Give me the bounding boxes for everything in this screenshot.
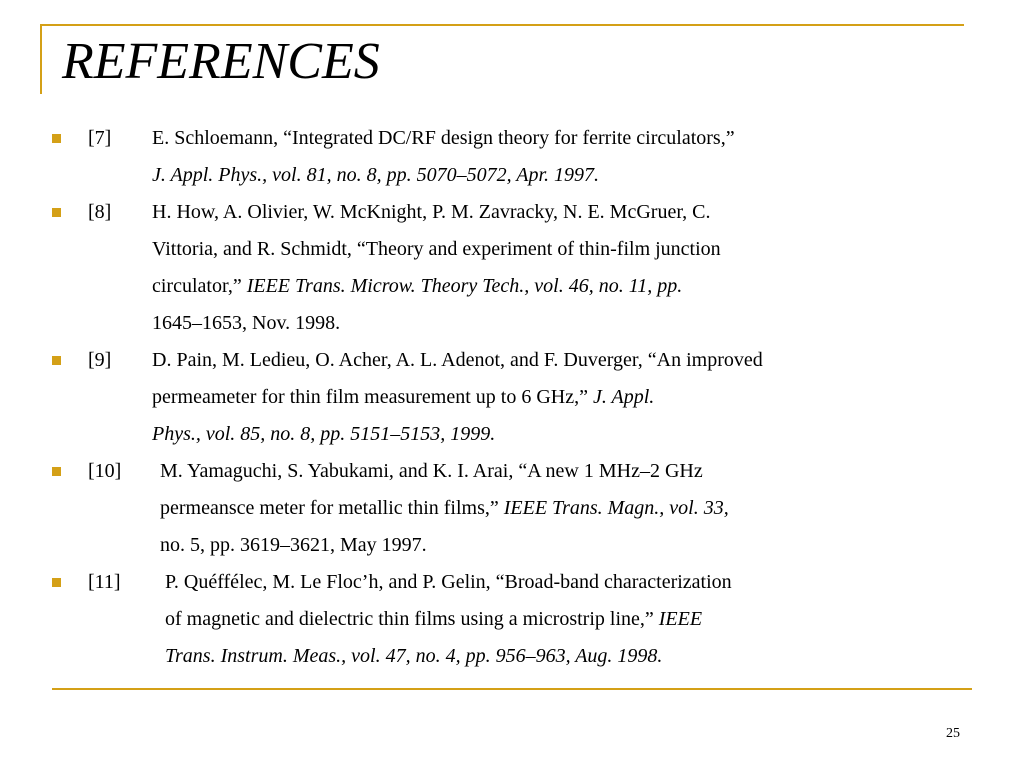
reference-segment: no. 5, pp. 3619–3621, May 1997. bbox=[160, 534, 427, 556]
reference-italic-segment: IEEE Trans. Microw. Theory Tech., vol. 46, no. 11, pp. bbox=[246, 275, 683, 297]
reference-segment: Vittoria, and R. Schmidt, “Theory and experiment of thin-film junction bbox=[152, 238, 721, 260]
bullet-square-icon bbox=[52, 578, 61, 587]
bullet-square-icon bbox=[52, 134, 61, 143]
reference-italic-segment: J. Appl. Phys., vol. 81, no. 8, pp. 5070–5072, Apr. 1997. bbox=[152, 164, 600, 186]
reference-segment: P. Quéffélec, M. Le Floc’h, and P. Gelin, “Broad-band characterization bbox=[165, 571, 732, 593]
reference-line bbox=[160, 490, 729, 527]
bullet-square-icon bbox=[52, 467, 61, 476]
reference-number: [10] bbox=[88, 460, 122, 482]
reference-line bbox=[152, 379, 763, 416]
bullet-square-icon bbox=[52, 208, 61, 217]
reference-segment: permeameter for thin film measurement up to 6 GHz,” bbox=[152, 386, 593, 408]
page-number: 25 bbox=[946, 726, 960, 741]
reference-number: [7] bbox=[88, 127, 112, 149]
reference-line bbox=[165, 601, 732, 638]
reference-line bbox=[152, 342, 763, 379]
reference-line bbox=[152, 194, 721, 231]
reference-italic-segment: IEEE bbox=[658, 608, 703, 630]
reference-segment: D. Pain, M. Ledieu, O. Acher, A. L. Adenot, and F. Duverger, “An improved bbox=[152, 349, 763, 371]
reference-line bbox=[152, 231, 721, 268]
reference-segment: permeansce meter for metallic thin films,” bbox=[160, 497, 504, 519]
reference-line bbox=[152, 120, 735, 157]
reference-text bbox=[152, 342, 763, 453]
reference-text bbox=[152, 120, 735, 194]
reference-italic-segment: Phys., vol. 85, no. 8, pp. 5151–5153, 1999. bbox=[152, 423, 496, 445]
reference-italic-segment: IEEE Trans. Magn., vol. 33, bbox=[503, 497, 729, 519]
reference-text bbox=[160, 453, 729, 564]
reference-text bbox=[165, 564, 732, 675]
slide-title: REFERENCES bbox=[62, 33, 380, 90]
reference-line bbox=[165, 638, 732, 675]
reference-line bbox=[160, 527, 729, 564]
reference-number: [8] bbox=[88, 201, 112, 223]
reference-number: [11] bbox=[88, 571, 121, 593]
reference-segment: circulator,” bbox=[152, 275, 247, 297]
reference-segment: of magnetic and dielectric thin films using a microstrip line,” bbox=[165, 608, 659, 630]
reference-line bbox=[152, 305, 721, 342]
reference-italic-segment: J. Appl. bbox=[592, 386, 655, 408]
reference-line bbox=[152, 157, 735, 194]
reference-line bbox=[160, 453, 729, 490]
reference-segment: E. Schloemann, “Integrated DC/RF design theory for ferrite circulators,” bbox=[152, 127, 735, 149]
reference-text bbox=[152, 194, 721, 342]
reference-number: [9] bbox=[88, 349, 112, 371]
reference-line bbox=[165, 564, 732, 601]
reference-italic-segment: Trans. Instrum. Meas., vol. 47, no. 4, pp. 956–963, Aug. 1998. bbox=[165, 645, 663, 667]
bullet-square-icon bbox=[52, 356, 61, 365]
reference-segment: H. How, A. Olivier, W. McKnight, P. M. Zavracky, N. E. McGruer, C. bbox=[152, 201, 711, 223]
reference-segment: M. Yamaguchi, S. Yabukami, and K. I. Arai, “A new 1 MHz–2 GHz bbox=[160, 460, 703, 482]
slide-footer-rule bbox=[52, 688, 972, 690]
reference-segment: 1645–1653, Nov. 1998. bbox=[152, 312, 341, 334]
reference-line bbox=[152, 416, 763, 453]
reference-line bbox=[152, 268, 721, 305]
